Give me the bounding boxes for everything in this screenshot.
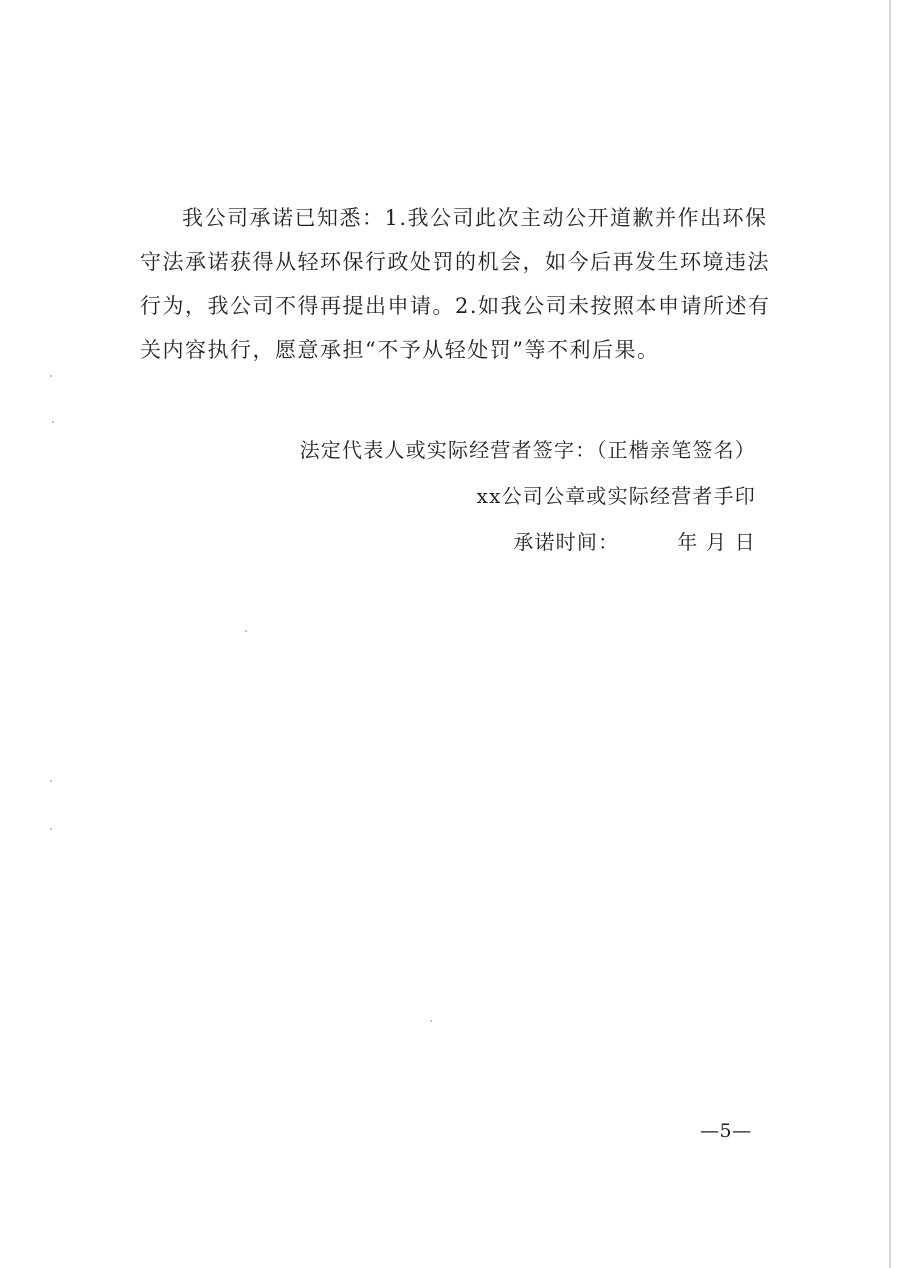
commitment-paragraph (140, 196, 780, 372)
representative-signature-label: 法定代表人或实际经营者签字：（正楷亲笔签名） (299, 438, 756, 462)
paragraph-line: 我公司承诺已知悉：1.我公司此次主动公开道歉并作出环保 (182, 206, 768, 230)
signature-block (300, 427, 756, 565)
commitment-date-label: 承诺时间： (513, 530, 620, 554)
paragraph-line: 行为，我公司不得再提出申请。2.如我公司未按照本申请所述有 (140, 294, 771, 318)
scan-speck (50, 828, 52, 830)
commitment-date-row (300, 519, 756, 565)
scan-speck (50, 780, 52, 782)
scan-speck (430, 1020, 432, 1022)
scan-speck (50, 375, 52, 377)
commitment-date-value: 年 月 日 (677, 530, 756, 554)
scan-speck (52, 421, 54, 423)
paragraph-line: 守法承诺获得从轻环保行政处罚的机会，如今后再发生环境违法 (140, 250, 770, 274)
scan-speck (245, 630, 247, 632)
paragraph-line: 关内容执行，愿意承担“不予从轻处罚”等不利后果。 (140, 338, 660, 362)
page-number: —5— (700, 1120, 752, 1142)
company-seal-label: xx公司公章或实际经营者手印 (476, 484, 756, 508)
scan-edge-shadow (889, 0, 891, 1268)
